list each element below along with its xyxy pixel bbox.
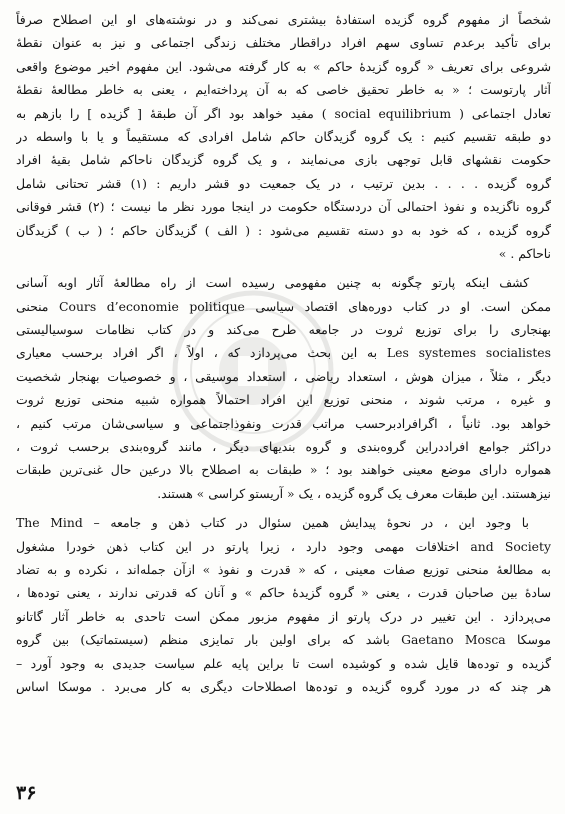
text-line: ناحاکم . » <box>498 245 551 261</box>
text-line: موسکا Gaetano Mosca باشد که برای اولین بار تمایزی منظم (سیستماتیک) بین گروه <box>16 632 551 648</box>
text-line: و غیره ، مرتب شوند ، منحنی توزیع این افراد احتمالاً همواره شبیه منحنی توزیع ثروت <box>16 392 551 408</box>
text-line: شروعی برای تعریف « گروه گزیدهٔ حاکم » به کار گرفته می‌شود. این مفهوم اخیر موضوع واقعی <box>16 58 551 74</box>
text-line: برای تأکید برعدم تساوی سهم افراد دراقطار مختلف زندگی اجتماعی و نیز به عنوان نقطهٔ <box>16 35 551 51</box>
text-line: دو طبقه تقسیم کنیم : یک گروه گزیدگان حاکم شامل افرادی که مستقیماً و یا با واسطه در <box>16 128 551 144</box>
text-line: کشف اینکه پارتو چگونه به چنین مفهومی رسیده است از راه مطالعهٔ آثار اوبه آسانی <box>16 275 529 291</box>
text-line: گروه ناگزیده و نفوذ احتمالی آن دردستگاه حکومت در اینجا مورد نظر ما نیست ؛ (۲) قشر فوقانی <box>16 199 551 215</box>
paragraph-mind-and-society <box>16 511 551 698</box>
text-line: با وجود این ، در نحوهٔ پیدایش همین سئوال در کتاب ذهن و جامعه – The Mind <box>16 515 529 531</box>
text-line: سادهٔ بین صاحبان قدرت ، یعنی « گروه گزیدهٔ حاکم » و آنان که قدرتی ندارند ، یعنی توده‌ها ، <box>16 585 551 601</box>
page-body-text <box>16 8 551 698</box>
text-line: تعادل اجتماعی ( social equilibrium ) مفید خواهد بود اگر آن طبقهٔ [ گزیده ] را بازهم به <box>16 105 551 121</box>
page-number: ۳۶ <box>16 782 37 804</box>
text-line: به مطالعهٔ منحنی توزیع صفات معینی ، که « قدرت و نفوذ » ازآن جمله‌اند ، نکرده و به تضاد <box>16 561 551 577</box>
text-line: خواهد بود. ثانیاً ، اگرافرادبرحسب مراتب قدرت ونفوذاجتماعی و سیاسی‌شان مرتب کنیم ، <box>16 415 551 431</box>
paragraph-quotation <box>16 8 551 265</box>
text-line: شخصاً از مفهوم گروه گزیده استفادهٔ بیشتری نمی‌کند و در نوشته‌های او این اصطلاح صرفاً <box>16 12 551 27</box>
text-line: آثار پارتوست ؛ « به خاطر تحقیق خاصی که به آن پرداخته‌ایم ، یعنی به خاطر مطالعهٔ نقطهٔ <box>16 82 551 98</box>
text-line: گروه گزیده . . . . بدین ترتیب ، در یک جمعیت دو قشر داریم : (۱) قشر تحتانی شامل <box>16 175 551 191</box>
paragraph-pareto-discovery <box>16 271 551 505</box>
text-line: گروه گزیده ، که خود به دو دسته تقسیم می‌شود : ( الف ) گزیدگان حاکم ؛ ( ب ) گزیدگان <box>16 222 551 238</box>
text-line: نیزهستند. این طبقات معرف یک گروه گزیده ، یک « آریستو کراسی » هستند. <box>157 485 551 501</box>
text-line: ممکن است. او در کتاب دوره‌های اقتصاد سیاسی Cours d’economie politique منحنی <box>16 298 551 314</box>
text-line: همواره دارای موضع معینی خواهند بود ؛ « طبقات به اصطلاح بالا درعین حال غنی‌ترین طبقات <box>16 462 551 478</box>
text-line: Les systemes socialistes به این بحث می‌پردازد که ، اولاً ، اگر افراد برحسب معیاری <box>16 345 551 361</box>
text-line: گزیده و توده‌ها قایل شده و کوشیده است تا براین پایه علم سیاست جدیدی به وجود آورد – <box>16 655 551 671</box>
text-line: می‌پردازد . این تغییر در درک پارتو از مفهوم مزبور ممکن است تاحدی به خاطر آثار گاتانو <box>16 608 551 624</box>
text-line: دیگر ، مثلاً ، میزان هوش ، استعداد ریاضی ، استعداد موسیقی ، و خصوصیات بهنجار شخصیت <box>16 368 551 384</box>
text-line: بهنجاری را برای توزیع ثروت در جامعه طرح می‌کند و در کتاب نظامات سوسیالیستی <box>16 322 551 338</box>
text-line: دراکثر جوامع افراددراین گروه‌بندی و گروه بندیهای دیگر ، مانند گروه‌بندی برحسب ثروت ، <box>16 439 551 455</box>
text-line: هر چند که در مورد گروه گزیده و توده‌ها اصطلاحات دیگری به کار می‌برد . موسکا اساس <box>16 678 551 694</box>
text-line: and Society اختلافات مهمی وجود دارد ، زیرا پارتو در این کتاب ذهن خودرا مشغول <box>16 538 551 554</box>
text-line: حکومت نقشهای قابل توجهی بازی می‌نمایند ، و یک گروه گزیدگان ناحاکم شامل بقیهٔ افراد <box>16 152 551 168</box>
